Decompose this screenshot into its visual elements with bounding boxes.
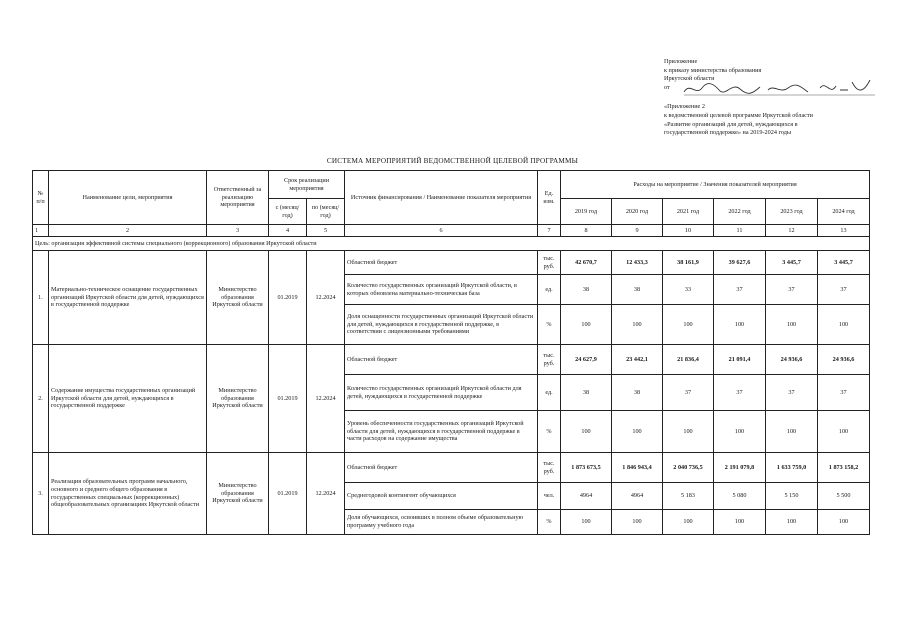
value-cell: 100 xyxy=(766,305,818,345)
value-cell: 100 xyxy=(766,510,818,535)
col-period-header: Срок реализации мероприятия xyxy=(269,171,345,199)
appendix-line: от xyxy=(664,83,670,91)
value-cell: 100 xyxy=(663,411,714,453)
value-cell: 100 xyxy=(714,510,766,535)
value-cell: 24 936,6 xyxy=(766,345,818,375)
unit-cell: тыс. руб. xyxy=(538,453,561,483)
source-cell: Областной бюджет xyxy=(345,453,538,483)
value-cell: 37 xyxy=(714,375,766,411)
value-cell: 3 445,7 xyxy=(818,251,870,275)
year-header: 2023 год xyxy=(766,199,818,225)
year-header: 2020 год xyxy=(612,199,663,225)
value-cell: 24 936,6 xyxy=(818,345,870,375)
value-cell: 100 xyxy=(663,305,714,345)
source-cell: Доля обучающихся, освоивших в полном объеме образовательную программу учебного года xyxy=(345,510,538,535)
source-cell: Уровень обеспеченности государственных организаций Иркутской области для детей, нуждающихся в государственной поддержке в части расходов на содержание имущества xyxy=(345,411,538,453)
value-cell: 37 xyxy=(818,275,870,305)
activity-responsible: Министерство образования Иркутской области xyxy=(207,453,269,535)
appendix2-line: «Приложение 2 xyxy=(664,103,705,111)
goal-row xyxy=(33,237,870,251)
value-cell: 12 433,3 xyxy=(612,251,663,275)
table-row xyxy=(33,453,870,483)
value-cell: 5 150 xyxy=(766,483,818,510)
unit-cell: чел. xyxy=(538,483,561,510)
value-cell: 2 191 079,8 xyxy=(714,453,766,483)
col-responsible-header: Ответственный за реализацию мероприятия xyxy=(207,171,269,225)
col-unit-header: Ед. изм. xyxy=(538,171,561,225)
value-cell: 38 xyxy=(561,275,612,305)
value-cell: 37 xyxy=(766,275,818,305)
value-cell: 100 xyxy=(818,411,870,453)
value-cell: 4964 xyxy=(561,483,612,510)
column-number: 6 xyxy=(345,225,538,237)
col-expenses-header: Расходы на мероприятие / Значения показателей мероприятия xyxy=(561,171,870,199)
value-cell: 1 846 943,4 xyxy=(612,453,663,483)
value-cell: 21 091,4 xyxy=(714,345,766,375)
value-cell: 38 xyxy=(612,375,663,411)
value-cell: 100 xyxy=(612,510,663,535)
appendix-line: Иркутской области xyxy=(664,75,715,83)
value-cell: 5 183 xyxy=(663,483,714,510)
activity-num: 2. xyxy=(33,345,49,453)
table-row xyxy=(33,251,870,275)
col-num-header: № п/п xyxy=(33,171,49,225)
activity-name: Содержание имущества государственных организаций Иркутской области для детей, нуждающихся в государственной поддержке xyxy=(49,345,207,453)
value-cell: 100 xyxy=(561,510,612,535)
value-cell: 37 xyxy=(714,275,766,305)
unit-cell: % xyxy=(538,510,561,535)
source-cell: Областной бюджет xyxy=(345,345,538,375)
source-cell: Областной бюджет xyxy=(345,251,538,275)
activity-name: Реализация образовательных программ начального, основного и среднего общего образования в государственных специальных (коррекционных) общеобразовательных организациях Иркутской области xyxy=(49,453,207,535)
column-number: 9 xyxy=(612,225,663,237)
column-numbers-row xyxy=(33,225,870,237)
appendix2-line: «Развитие организаций для детей, нуждающихся в xyxy=(664,120,798,128)
value-cell: 24 627,9 xyxy=(561,345,612,375)
activity-responsible: Министерство образования Иркутской области xyxy=(207,251,269,345)
year-header: 2021 год xyxy=(663,199,714,225)
activity-num: 1. xyxy=(33,251,49,345)
value-cell: 5 500 xyxy=(818,483,870,510)
value-cell: 100 xyxy=(766,411,818,453)
value-cell: 37 xyxy=(766,375,818,411)
value-cell: 33 xyxy=(663,275,714,305)
value-cell: 5 080 xyxy=(714,483,766,510)
value-cell: 23 442,1 xyxy=(612,345,663,375)
appendix2-line: государственной поддержке» на 2019-2024 годы xyxy=(664,129,792,137)
year-header: 2019 год xyxy=(561,199,612,225)
appendix-line: Приложение xyxy=(664,58,698,65)
value-cell: 100 xyxy=(561,305,612,345)
column-number: 5 xyxy=(307,225,345,237)
unit-cell: ед. xyxy=(538,375,561,411)
column-number: 12 xyxy=(766,225,818,237)
value-cell: 38 161,9 xyxy=(663,251,714,275)
column-number: 8 xyxy=(561,225,612,237)
appendix-line: к приказу министерства образования xyxy=(664,66,762,74)
col-to-header: по (месяц/ год) xyxy=(307,199,345,225)
value-cell: 100 xyxy=(663,510,714,535)
unit-cell: % xyxy=(538,305,561,345)
col-name-header: Наименование цели, мероприятия xyxy=(49,171,207,225)
value-cell: 37 xyxy=(663,375,714,411)
unit-cell: % xyxy=(538,411,561,453)
activity-name: Материально-техническое оснащение государственных организаций Иркутской области для детей, нуждающихся в государственной поддержке xyxy=(49,251,207,345)
table-row xyxy=(33,345,870,375)
value-cell: 39 627,6 xyxy=(714,251,766,275)
value-cell: 100 xyxy=(818,510,870,535)
year-header: 2024 год xyxy=(818,199,870,225)
column-number: 11 xyxy=(714,225,766,237)
activity-from: 01.2019 xyxy=(269,345,307,453)
activity-from: 01.2019 xyxy=(269,453,307,535)
column-number: 1 xyxy=(33,225,49,237)
activity-to: 12.2024 xyxy=(307,251,345,345)
value-cell: 4964 xyxy=(612,483,663,510)
value-cell: 42 670,7 xyxy=(561,251,612,275)
unit-cell: тыс. руб. xyxy=(538,345,561,375)
source-cell: Количество государственных организаций Иркутской области для детей, нуждающихся в государственной поддержке xyxy=(345,375,538,411)
document-title: СИСТЕМА МЕРОПРИЯТИЙ ВЕДОМСТВЕННОЙ ЦЕЛЕВОЙ ПРОГРАММЫ xyxy=(326,157,579,165)
column-number: 13 xyxy=(818,225,870,237)
activity-to: 12.2024 xyxy=(307,453,345,535)
value-cell: 100 xyxy=(612,305,663,345)
value-cell: 1 873 158,2 xyxy=(818,453,870,483)
goal-text: Цель: организация эффективной системы специального (коррекционного) образования Иркутской области xyxy=(33,237,870,251)
value-cell: 38 xyxy=(612,275,663,305)
handwritten-signature xyxy=(680,76,880,100)
value-cell: 1 873 673,5 xyxy=(561,453,612,483)
value-cell: 21 836,4 xyxy=(663,345,714,375)
activity-responsible: Министерство образования Иркутской области xyxy=(207,345,269,453)
column-number: 2 xyxy=(49,225,207,237)
value-cell: 2 040 736,5 xyxy=(663,453,714,483)
source-cell: Среднегодовой контингент обучающихся xyxy=(345,483,538,510)
value-cell: 100 xyxy=(714,411,766,453)
value-cell: 100 xyxy=(561,411,612,453)
col-from-header: с (месяц/ год) xyxy=(269,199,307,225)
unit-cell: ед. xyxy=(538,275,561,305)
column-number: 3 xyxy=(207,225,269,237)
value-cell: 37 xyxy=(818,375,870,411)
column-number: 7 xyxy=(538,225,561,237)
activity-from: 01.2019 xyxy=(269,251,307,345)
activity-num: 3. xyxy=(33,453,49,535)
appendix2-line: к ведомственной целевой программе Иркутской области xyxy=(664,111,813,119)
unit-cell: тыс. руб. xyxy=(538,251,561,275)
value-cell: 3 445,7 xyxy=(766,251,818,275)
value-cell: 100 xyxy=(818,305,870,345)
activity-to: 12.2024 xyxy=(307,345,345,453)
column-number: 10 xyxy=(663,225,714,237)
source-cell: Доля оснащенности государственных организаций Иркутской области для детей, нуждающихся в государственной поддержке, в соответствии с лицензионными требованиями xyxy=(345,305,538,345)
col-source-header: Источник финансирования / Наименование показателя мероприятия xyxy=(345,171,538,225)
activities-table xyxy=(32,170,870,535)
year-header: 2022 год xyxy=(714,199,766,225)
value-cell: 38 xyxy=(561,375,612,411)
value-cell: 1 633 759,0 xyxy=(766,453,818,483)
column-number: 4 xyxy=(269,225,307,237)
source-cell: Количество государственных организаций Иркутской области, в которых обновлена материально-техническая база xyxy=(345,275,538,305)
value-cell: 100 xyxy=(612,411,663,453)
value-cell: 100 xyxy=(714,305,766,345)
